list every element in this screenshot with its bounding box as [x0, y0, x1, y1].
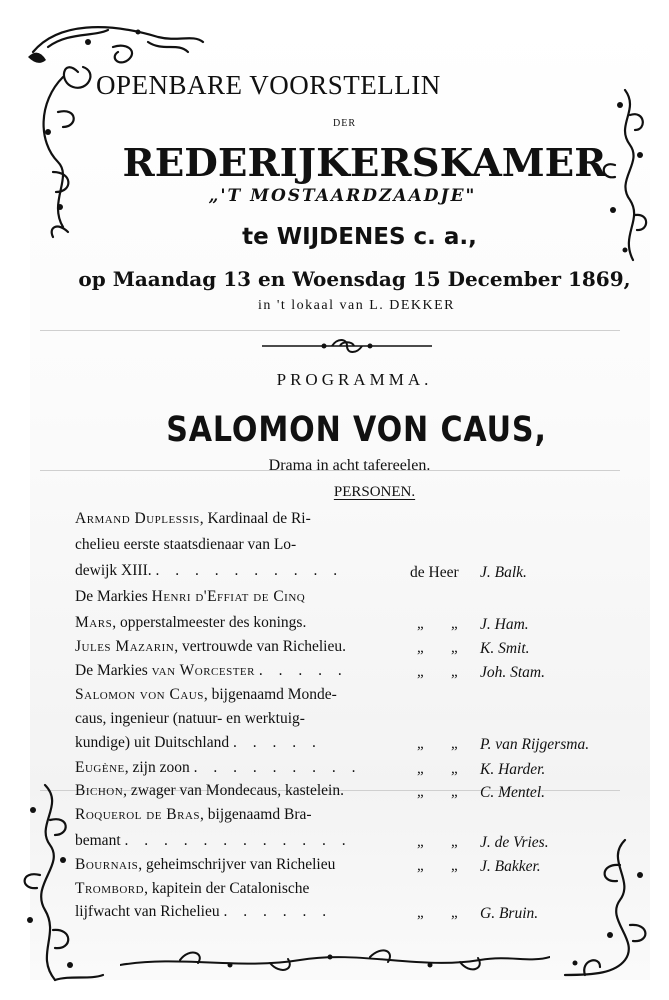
actor-name: P. van Rijgersma.: [480, 736, 590, 753]
corner-ornament-bottom-right: [555, 835, 660, 985]
actor-name: K. Harder.: [480, 761, 546, 778]
character-description: , geheimschrijver van Richelieu: [138, 856, 336, 873]
ditto-mark: „: [417, 616, 424, 632]
actor-name: Joh. Stam.: [480, 664, 546, 681]
character-name: Salomon von Caus: [75, 686, 204, 703]
cast-line: chelieu eerste staatsdienaar van Lo-: [75, 536, 297, 553]
cast-line: [75, 510, 311, 532]
actor-name: K. Smit.: [480, 640, 530, 657]
leader-dots: . . . . . . . . .: [193, 759, 362, 776]
character-description: , bijgenaamd Monde-: [203, 686, 337, 703]
location-line: te WIJDENES c. a.,: [242, 224, 477, 250]
cast-line: [75, 903, 332, 925]
character-name: Bichon: [75, 782, 124, 799]
cast-line: [75, 686, 337, 708]
de-heer-label: de Heer: [410, 564, 459, 581]
cast-line: [75, 880, 309, 902]
ditto-mark: „: [451, 834, 458, 850]
society-name: „'T MOSTAARDZAADJE": [208, 186, 477, 206]
actor-name: C. Mentel.: [480, 784, 545, 801]
fold-line: [40, 330, 620, 331]
ornamental-divider: [262, 336, 432, 356]
actor-name: J. Ham.: [480, 616, 529, 633]
headline-openbare: OPENBARE VOORSTELLIN: [96, 70, 441, 100]
ditto-mark: „: [451, 905, 458, 921]
headline-der: DER: [333, 118, 356, 129]
play-title: SALOMON VON CAUS,: [166, 410, 547, 450]
character-description: lijfwacht van Richelieu: [75, 903, 220, 920]
cast-line: [75, 806, 312, 828]
leader-dots: . . . . .: [258, 662, 348, 679]
character-description: , vertrouwde van Richelieu.: [174, 638, 346, 655]
character-name: Armand Duplessis: [75, 510, 200, 527]
character-name: Jules Mazarin: [75, 638, 175, 655]
leader-dots: . . . . . .: [223, 903, 333, 920]
cast-line: [75, 782, 344, 804]
cast-line: [75, 734, 322, 756]
cast-line: [75, 759, 362, 781]
ditto-mark: „: [417, 664, 424, 680]
character-prefix: De Markies: [75, 662, 152, 679]
ditto-mark: „: [451, 664, 458, 680]
ditto-mark: „: [451, 761, 458, 777]
character-name: Roquerol de Bras: [75, 806, 201, 823]
character-name: Trombord: [75, 880, 145, 897]
bottom-border-ornament: [120, 935, 550, 980]
actor-name: J. Balk.: [480, 564, 527, 581]
character-description: , zijn zoon: [124, 759, 190, 776]
character-name: Henri d'Effiat de Cinq: [151, 588, 306, 605]
leader-dots: . . . . . . . . . . . .: [124, 832, 352, 849]
leader-dots: . . . . .: [233, 734, 322, 751]
character-description: , opperstalmeester des konings.: [112, 614, 307, 631]
cast-line: [75, 832, 352, 854]
character-description: dewijk XIII.: [75, 562, 152, 579]
ditto-mark: „: [417, 736, 424, 752]
character-description: bemant: [75, 832, 121, 849]
cast-line: [75, 562, 343, 584]
cast-line: [75, 662, 348, 684]
character-name: Bournais: [75, 856, 139, 873]
programma-label: PROGRAMMA.: [276, 370, 433, 389]
ditto-mark: „: [451, 784, 458, 800]
ditto-mark: „: [417, 834, 424, 850]
character-description: kundige) uit Duitschland: [75, 734, 230, 751]
character-description: , bijgenaamd Bra-: [200, 806, 312, 823]
actor-name: J. Bakker.: [480, 858, 541, 875]
cast-line: caus, ingenieur (natuur- en werktuig-: [75, 710, 305, 727]
character-name: van Worcester: [151, 662, 255, 679]
character-description: , kapitein der Catalonische: [144, 880, 310, 897]
ditto-mark: „: [451, 858, 458, 874]
actor-name: G. Bruin.: [480, 905, 539, 922]
ditto-mark: „: [451, 736, 458, 752]
character-description: , zwager van Mondecaus, kastelein.: [123, 782, 344, 799]
actor-name: J. de Vries.: [480, 834, 549, 851]
ditto-mark: „: [417, 905, 424, 921]
leader-dots: . . . . . . . . . .: [155, 562, 344, 579]
ditto-mark: „: [417, 858, 424, 874]
cast-line: [75, 614, 306, 636]
character-name: Mars: [75, 614, 113, 631]
ditto-mark: „: [451, 616, 458, 632]
play-subtitle: Drama in acht tafereelen.: [268, 457, 431, 474]
ditto-mark: „: [417, 784, 424, 800]
ditto-mark: „: [417, 761, 424, 777]
personen-heading: PERSONEN.: [333, 484, 416, 500]
cast-line: [75, 588, 305, 610]
headline-rederijkerskamer: REDERIJKERSKAMER: [122, 140, 607, 185]
character-description: , Kardinaal de Ri-: [199, 510, 311, 527]
cast-line: [75, 638, 346, 660]
ditto-mark: „: [451, 640, 458, 656]
character-prefix: De Markies: [75, 588, 152, 605]
venue-line: in 't lokaal van L. DEKKER: [257, 298, 456, 313]
ditto-mark: „: [417, 640, 424, 656]
cast-line: [75, 856, 335, 878]
date-line: op Maandag 13 en Woensdag 15 December 1869,: [78, 267, 631, 291]
character-name: Eugène: [75, 759, 125, 776]
